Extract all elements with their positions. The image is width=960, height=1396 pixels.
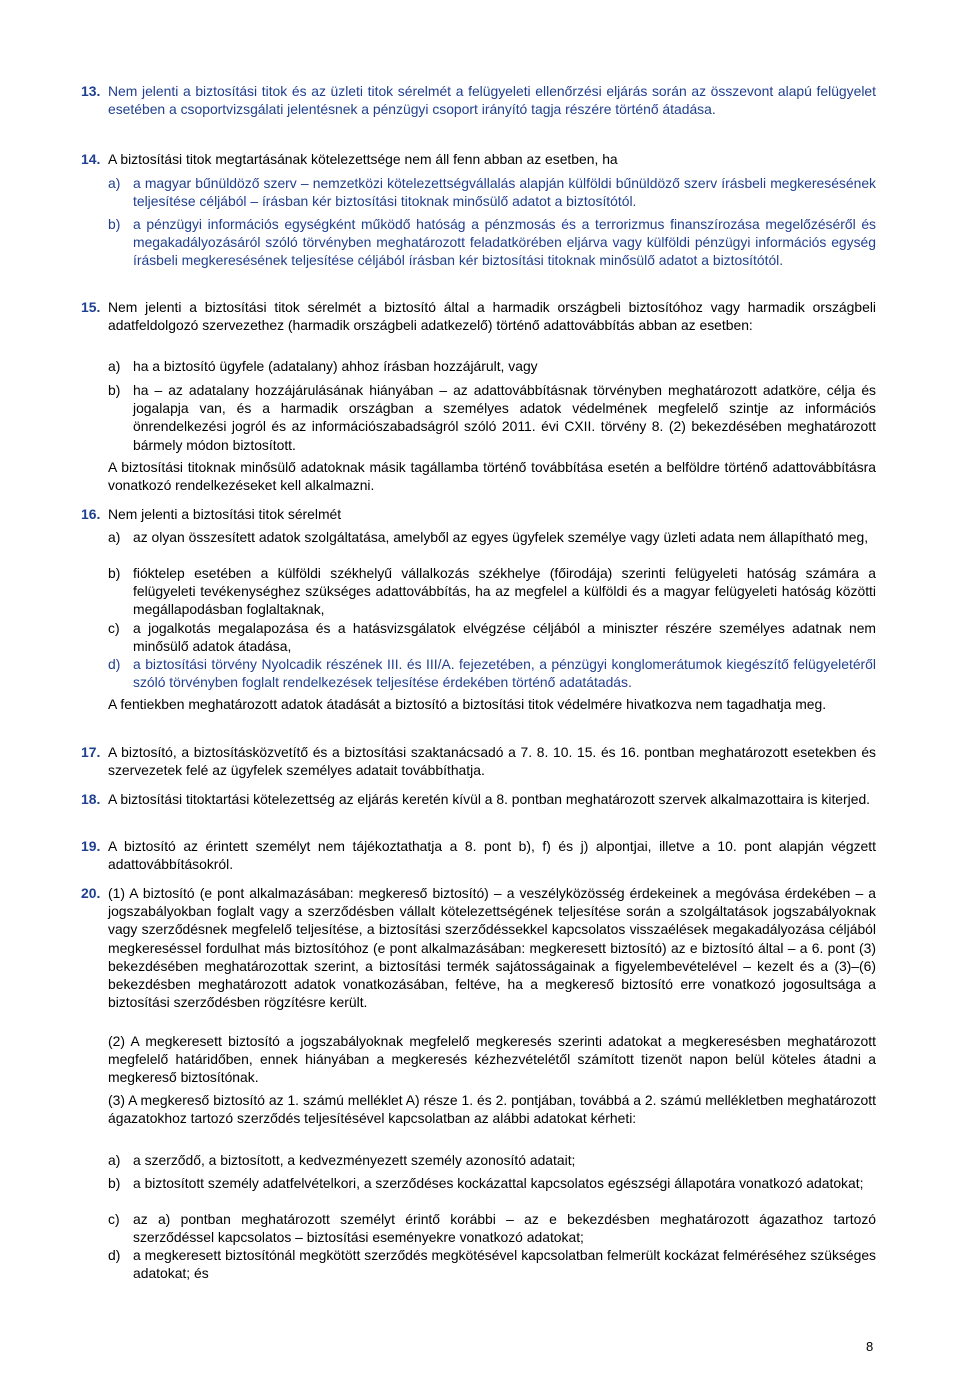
paragraph-16-tail: [108, 695, 876, 713]
list-item-20d: [108, 1246, 876, 1282]
paragraph-20-2: [108, 1032, 876, 1087]
paragraph-text: (1) A biztosító (e pont alkalmazásában: megkereső biztosító) – a veszélyközösség érdekeinek a megóvása érdekében – a jogszabályokban foglalt vagy a szerződésben vállalt kötelezettségének teljesítése során a szolgáltatások jogszabályoknak vagy szerződésnek megfelelő teljesítése, a biztosítási szerződéssekkel kapcsolatos visszaélések megakadályozása céljából megkereséssel fordulhat más biztosítóhoz (e pont alkalmazásában: megkeresett biztosító) az e biztosító által – a 6. pont (3) bekezdésében meghatározottak szerint, a biztosítási termék sajátosságainak a figyelembevételével – kezelt és a (3)–(6) bekezdésben meghatározott adatok vonatkozásában, feltéve, ha a megkereső biztosító erre vonatkozó jogosultsága a biztosítási szerződésben rögzítésre került.: [108, 885, 876, 1011]
list-item-14a: [108, 174, 876, 210]
paragraph-number: 15.: [81, 299, 101, 315]
paragraph-13: [81, 82, 876, 118]
item-label: a): [108, 529, 121, 545]
paragraph-15: [81, 298, 876, 334]
paragraph-number: 19.: [81, 838, 101, 854]
item-text: a magyar bűnüldöző szerv – nemzetközi kötelezettségvállalás alapján külföldi bűnüldöző szerv írásbeli megkeresésének teljesítése céljából – írásban kér biztosítási titoknak minősülő adatot a biztosítótól.: [133, 175, 876, 210]
list-item-20b: [108, 1174, 876, 1192]
item-text: a jogalkotás megalapozása és a hatásvizsgálatok elvégzése céljából a miniszter részére személyes adatnak nem minősülő adatok átadása,: [133, 620, 876, 655]
paragraph-15-tail: [108, 458, 876, 494]
paragraph-text: (2) A megkeresett biztosító a jogszabályoknak megfelelő megkeresés szerinti adatokat a megkeresésben meghatározott megfelelő határidőben, ennek hiányában a megkeresés kézhezvételétől számított tizenöt napon belül köteles átadni a megkereső biztosítónak.: [108, 1033, 876, 1086]
item-label: b): [108, 382, 121, 398]
paragraph-text: A biztosítási titok megtartásának kötelezettsége nem áll fenn abban az esetben, ha: [108, 151, 618, 167]
item-text: a biztosítási törvény Nyolcadik részének III. és III/A. fejezetében, a pénzügyi konglomerátumok kiegészítő felügyeletéről szóló törvényben foglalt rendelkezések teljesítése érdekében történő adatátadás.: [133, 656, 876, 691]
paragraph-20-1: [81, 884, 876, 1011]
paragraph-number: 13.: [81, 83, 101, 99]
paragraph-number: 16.: [81, 506, 101, 522]
list-item-16a: [108, 528, 876, 546]
paragraph-19: [81, 837, 876, 873]
paragraph-16: [81, 505, 876, 523]
page-number: 8: [866, 1339, 874, 1354]
paragraph-number: 17.: [81, 744, 101, 760]
item-label: d): [108, 656, 121, 672]
item-label: a): [108, 358, 121, 374]
paragraph-text: Nem jelenti a biztosítási titok sérelmét a biztosító által a harmadik országbeli biztosítóhoz vagy harmadik országbeli adatfeldolgozó szervezethez (harmadik országbeli adatkezelő) történő adattovábbítás abban az esetben:: [108, 299, 876, 334]
item-label: b): [108, 216, 121, 232]
paragraph-17: [81, 743, 876, 779]
item-label: c): [108, 1211, 120, 1227]
list-item-15a: [108, 357, 876, 375]
paragraph-number: 18.: [81, 791, 101, 807]
item-text: ha a biztosító ügyfele (adatalany) ahhoz írásban hozzájárult, vagy: [133, 358, 538, 374]
item-text: a pénzügyi információs egységként működő hatóság a pénzmosás és a terrorizmus finanszírozása megelőzéséről és megakadályozásáról szóló törvényben meghatározott feladatkörében eljárva vagy külföldi pénzügyi információs egység írásbeli megkeresésének teljesítése céljából írásban kér biztosítási titoknak minősülő adatot a biztosítótól.: [133, 216, 876, 269]
paragraph-18: [81, 790, 876, 808]
item-label: d): [108, 1247, 121, 1263]
paragraph-text: A fentiekben meghatározott adatok átadását a biztosító a biztosítási titok védelmére hivatkozva nem tagadhatja meg.: [108, 696, 827, 712]
paragraph-number: 20.: [81, 885, 101, 901]
item-text: az a) pontban meghatározott személyt érintő korábbi – az e bekezdésben meghatározott ágazathoz tartozó szerződéssel kapcsolatos – biztosítási eseményekre vonatkozó adatokat;: [133, 1211, 876, 1246]
list-item-20a: [108, 1151, 876, 1169]
paragraph-text: A biztosító, a biztosításközvetítő és a biztosítási szaktanácsadó a 7. 8. 10. 15. és 16. pontban meghatározott esetekben és szervezetek felé az ügyfelek személyes adatait továbbíthatja.: [108, 744, 876, 779]
item-text: a szerződő, a biztosított, a kedvezményezett személy azonosító adatait;: [133, 1152, 576, 1168]
item-label: b): [108, 565, 121, 581]
list-item-15b: [108, 381, 876, 454]
item-label: a): [108, 175, 121, 191]
item-label: a): [108, 1152, 121, 1168]
item-label: b): [108, 1175, 121, 1191]
paragraph-20-3: [108, 1091, 876, 1127]
paragraph-text: Nem jelenti a biztosítási titok sérelmét: [108, 506, 342, 522]
item-text: az olyan összesített adatok szolgáltatása, amelyből az egyes ügyfelek személye vagy üzleti adata nem állapítható meg,: [133, 529, 869, 545]
paragraph-text: (3) A megkereső biztosító az 1. számú melléklet A) része 1. és 2. pontjában, továbbá a 2. számú mellékletben meghatározott ágazatokhoz tartozó szerződés teljesítésével kapcsolatban az alábbi adatokat kérheti:: [108, 1092, 876, 1127]
list-item-20c: [108, 1210, 876, 1246]
list-item-16c: [108, 619, 876, 655]
item-text: ha – az adatalany hozzájárulásának hiányában – az adattovábbításnak törvényben meghatározott adatköre, célja és jogalapja van, és a harmadik országban a személyes adatok védelmének megfelelő szintje az információs önrendelkezési jogról és az információszabadságról szóló 2011. évi CXII. törvény 8. (2) bekezdésében meghatározott bármely módon biztosított.: [133, 382, 876, 453]
paragraph-text: Nem jelenti a biztosítási titok és az üzleti titok sérelmét a felügyeleti ellenőrzési eljárás során az összevont alapú felügyelet esetében a csoportvizsgálati jelentésnek a pénzügyi csoport irányító tagja részére történő átadása.: [108, 83, 876, 118]
paragraph-14: [81, 150, 876, 168]
item-text: fióktelep esetében a külföldi székhelyű vállalkozás székhelye (főirodája) szerinti felügyeleti hatóság számára a felügyeleti tevékenységhez szükséges adattovábbítás, ha az megfelel a külföldi és a magyar felügyeleti hatóság közötti megállapodásban foglaltaknak,: [133, 565, 876, 618]
paragraph-text: A biztosítási titoktartási kötelezettség az eljárás keretén kívül a 8. pontban meghatározott szervek alkalmazottaira is kiterjed.: [108, 791, 871, 807]
item-text: a biztosított személy adatfelvételkori, a szerződéses kockázattal kapcsolatos egészségi állapotára vonatkozó adatokat;: [133, 1175, 864, 1191]
paragraph-number: 14.: [81, 151, 101, 167]
list-item-14b: [108, 215, 876, 270]
list-item-16d: [108, 655, 876, 691]
paragraph-text: A biztosítási titoknak minősülő adatoknak másik tagállamba történő továbbítása esetén a belföldre történő adattovábbításra vonatkozó rendelkezéseket kell alkalmazni.: [108, 459, 876, 494]
item-text: a megkeresett biztosítónál megkötött szerződés megkötésével kapcsolatban felmerült kockázat felméréséhez szükséges adatokat; és: [133, 1247, 876, 1282]
item-label: c): [108, 620, 120, 636]
paragraph-text: A biztosító az érintett személyt nem tájékoztathatja a 8. pont b), f) és j) alpontjai, illetve a 10. pont alapján végzett adattovábbításokról.: [108, 838, 876, 873]
list-item-16b: [108, 564, 876, 619]
